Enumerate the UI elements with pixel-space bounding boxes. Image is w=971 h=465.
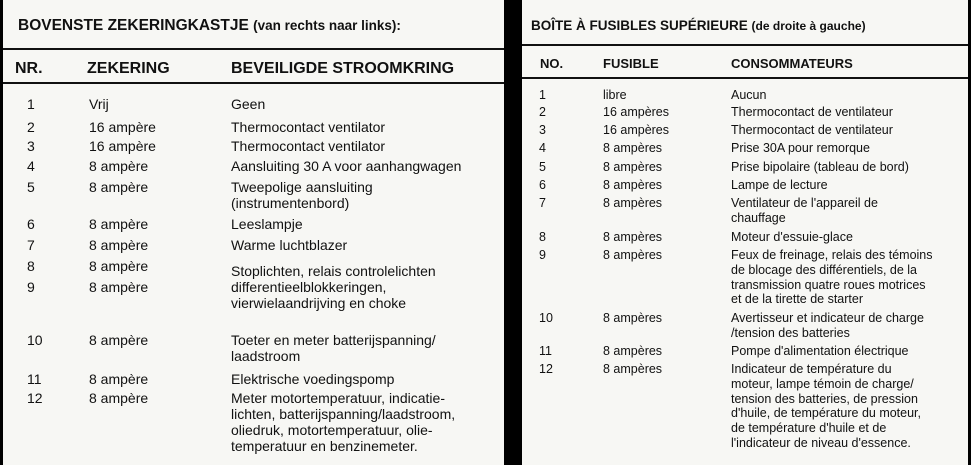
- row-fuse: 8 ampère: [89, 371, 149, 387]
- french-title: [522, 18, 968, 33]
- row-circuit: Prise bipolaire (tableau de bord): [731, 160, 909, 174]
- row-fuse: 8 ampère: [89, 390, 149, 406]
- row-fuse: 8 ampères: [603, 196, 663, 210]
- row-fuse: 8 ampères: [603, 311, 663, 325]
- row-number: 4: [539, 141, 546, 155]
- row-number: 10: [27, 332, 43, 348]
- row-fuse: 8 ampère: [89, 237, 149, 253]
- french-title-sub: (de droite à gauche): [751, 19, 866, 33]
- dutch-header-nr: NR.: [15, 60, 43, 77]
- row-circuit: Geen: [231, 96, 266, 112]
- french-header-fuse: FUSIBLE: [603, 56, 659, 71]
- row-number: 12: [27, 390, 43, 406]
- french-title-main: BOÎTE À FUSIBLES SUPÉRIEURE: [531, 18, 748, 33]
- row-fuse: 8 ampères: [603, 178, 663, 192]
- row-fuse: 8 ampères: [603, 230, 663, 244]
- row-number: 11: [539, 344, 552, 358]
- row-number: 2: [27, 119, 35, 135]
- row-number: 4: [27, 158, 35, 174]
- row-number: 5: [27, 179, 35, 195]
- french-header-circuit: CONSOMMATEURS: [731, 56, 853, 71]
- row-fuse: 8 ampère: [89, 332, 149, 348]
- row-circuit: Moteur d'essuie-glace: [731, 230, 853, 244]
- row-circuit: Lampe de lecture: [731, 178, 828, 192]
- row-number: 7: [539, 196, 546, 210]
- row-fuse: 8 ampère: [89, 179, 149, 195]
- row-fuse: libre: [603, 88, 627, 102]
- row-fuse: 8 ampères: [603, 248, 663, 262]
- row-number: 12: [539, 362, 553, 376]
- row-number: 2: [539, 105, 546, 119]
- french-fuse-table: [522, 0, 968, 465]
- dutch-top-rule: [3, 48, 504, 50]
- row-circuit: Thermocontact ventilator: [231, 138, 386, 154]
- row-number: 11: [27, 371, 42, 387]
- row-circuit: Elektrische voedingspomp: [231, 371, 395, 387]
- row-fuse: Vrij: [89, 96, 109, 112]
- row-number: 6: [27, 216, 35, 232]
- row-fuse: 8 ampères: [603, 160, 663, 174]
- row-number: 7: [27, 237, 35, 253]
- row-circuit: Stoplichten, relais controlelichten differentieelblokkeringen, vierwielaandrijving en choke: [231, 263, 436, 311]
- row-circuit: Feux de freinage, relais des témoins de blocage des différentiels, de la transmission quatre roues motrices et de la tirette de starter: [731, 248, 933, 307]
- row-circuit: Thermocontact de ventilateur: [731, 105, 893, 119]
- row-circuit: Meter motortemperatuur, indicatie- lichten, batterijspanning/laadstroom, oliedruk, motortemperatuur, olie- temperatuur en benzinemeter.: [231, 390, 456, 454]
- french-header-nr: NO.: [540, 56, 564, 71]
- row-fuse: 8 ampère: [89, 216, 149, 232]
- row-fuse: 16 ampère: [89, 119, 156, 135]
- dutch-title-main: BOVENSTE ZEKERINGKASTJE: [18, 17, 249, 34]
- row-circuit: Thermocontact ventilator: [231, 119, 386, 135]
- row-circuit: Leeslampje: [231, 216, 303, 232]
- row-number: 1: [27, 96, 35, 112]
- row-circuit: Aansluiting 30 A voor aanhangwagen: [231, 158, 462, 174]
- row-number: 10: [539, 311, 553, 325]
- row-fuse: 8 ampères: [603, 362, 663, 376]
- row-circuit: Thermocontact de ventilateur: [731, 123, 893, 137]
- dutch-fuse-table: [3, 0, 504, 465]
- row-circuit: Avertisseur et indicateur de charge /tension des batteries: [731, 311, 924, 340]
- row-number: 3: [539, 123, 546, 137]
- row-number: 6: [539, 178, 546, 192]
- row-number: 9: [539, 248, 546, 262]
- row-circuit: Pompe d'alimentation électrique: [731, 344, 909, 358]
- row-circuit: Warme luchtblazer: [231, 237, 348, 253]
- row-circuit: Ventilateur de l'appareil de chauffage: [731, 196, 878, 225]
- row-circuit: Toeter en meter batterijspanning/ laadstroom: [231, 332, 436, 364]
- row-fuse: 8 ampères: [603, 344, 663, 358]
- row-circuit: Tweepolige aansluiting (instrumentenbord): [231, 179, 373, 211]
- row-number: 3: [27, 138, 35, 154]
- dutch-title-sub: (van rechts naar links):: [253, 18, 401, 33]
- french-top-rule: [522, 44, 968, 46]
- row-fuse: 8 ampère: [89, 158, 149, 174]
- row-fuse: 8 ampère: [89, 258, 149, 274]
- dutch-header-rule: [3, 82, 504, 84]
- row-fuse: 8 ampères: [603, 141, 663, 155]
- row-fuse: 8 ampère: [89, 279, 149, 295]
- row-number: 5: [539, 160, 546, 174]
- row-circuit: Aucun: [731, 88, 767, 102]
- dutch-header-circuit: BEVEILIGDE STROOMKRING: [231, 60, 455, 77]
- row-fuse: 16 ampères: [603, 105, 670, 119]
- row-circuit: Prise 30A pour remorque: [731, 141, 870, 155]
- row-number: 9: [27, 279, 35, 295]
- french-header-rule: [522, 77, 968, 79]
- row-number: 8: [27, 258, 35, 274]
- row-fuse: 16 ampère: [89, 138, 156, 154]
- row-fuse: 16 ampères: [603, 123, 670, 137]
- dutch-title: [3, 17, 504, 35]
- row-number: 1: [539, 88, 546, 102]
- row-circuit: Indicateur de température du moteur, lampe témoin de charge/ tension des batteries, de pression d'huile, de température du moteur, de température d'huile et de l'indicateur de niveau d'essence.: [731, 362, 922, 450]
- row-number: 8: [539, 230, 546, 244]
- dutch-header-fuse: ZEKERING: [87, 60, 170, 77]
